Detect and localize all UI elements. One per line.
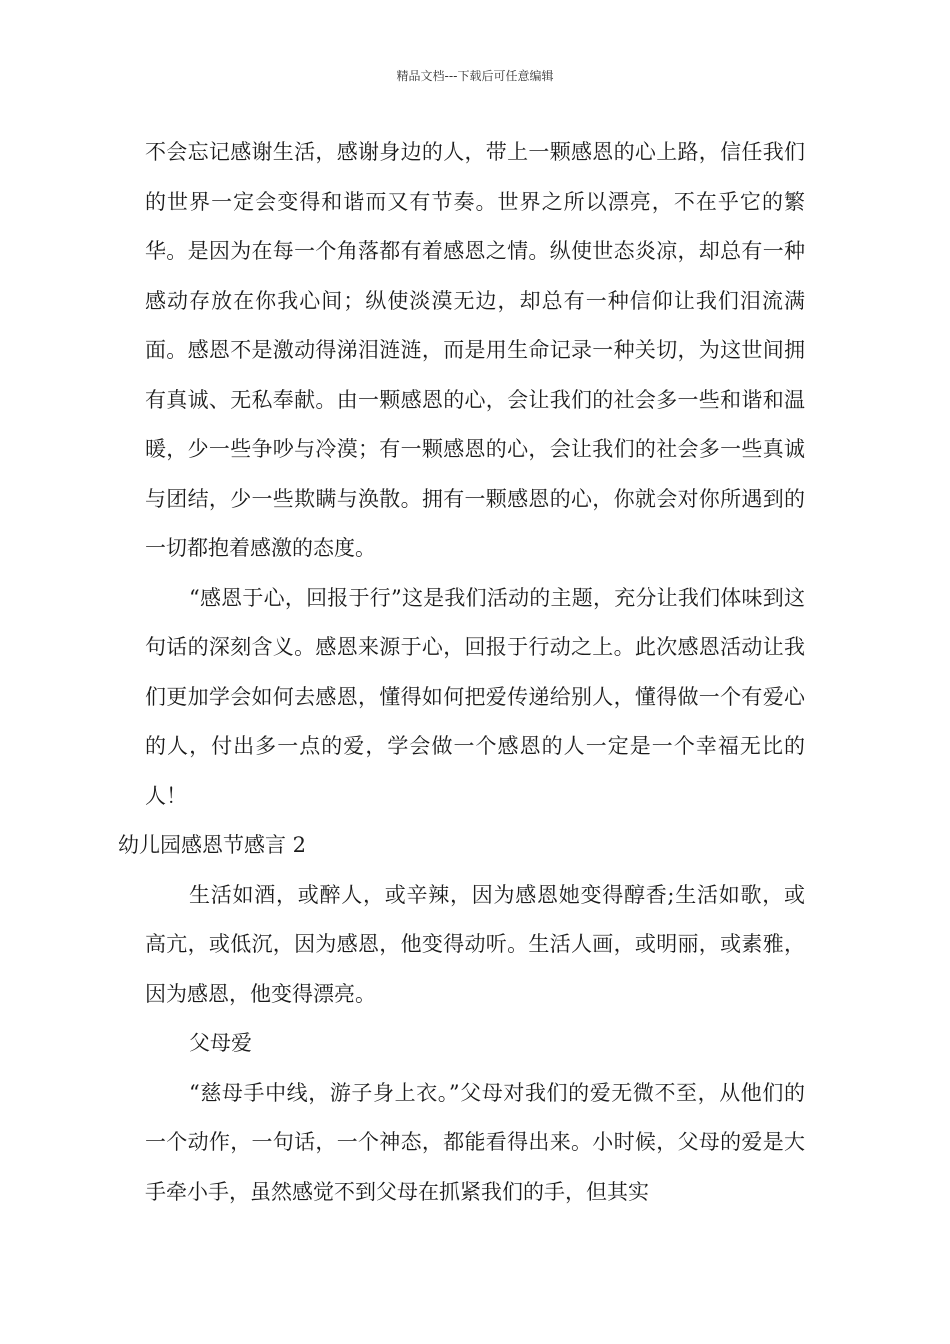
document-body (118, 128, 805, 1217)
paragraph-4-subheading: 父母爱 (189, 1031, 252, 1055)
paragraph-1: 不会忘记感谢生活，感谢身边的人，带上一颗感恩的心上路，信任我们的世界一定会变得和谐而又有节奏。世界之所以漂亮，不在乎它的繁华。是因为在每一个角落都有着感恩之情。纵使世态炎凉，却总有一种感动存放在你我心间；纵使淡漠无边，却总有一种信仰让我们泪流满面。感恩不是激动得涕泪涟涟，而是用生命记录一种关切，为这世间拥有真诚、无私奉献。由一颗感恩的心，会让我们的社会多一些和谐和温暖，少一些争吵与冷漠；有一颗感恩的心，会让我们的社会多一些真诚与团结，少一些欺瞒与涣散。拥有一颗感恩的心，你就会对你所遇到的一切都抱着感激的态度。 (145, 140, 805, 560)
section-heading: 幼儿园感恩节感言 2 (118, 833, 307, 857)
paragraph-3: 生活如酒，或醉人，或辛辣，因为感恩她变得醇香;生活如歌，或高亢，或低沉，因为感恩，他变得动听。生活人画，或明丽，或素雅，因为感恩，他变得漂亮。 (145, 882, 805, 1006)
page-header: 精品文档---下载后可任意编辑 (396, 69, 554, 83)
paragraph-5: “慈母手中线，游子身上衣。”父母对我们的爱无微不至，从他们的一个动作，一句话，一个神态，都能看得出来。小时候，父母的爱是大手牵小手，虽然感觉不到父母在抓紧我们的手，但其实 (145, 1080, 805, 1204)
paragraph-2: “感恩于心，回报于行”这是我们活动的主题，充分让我们体味到这句话的深刻含义。感恩来源于心，回报于行动之上。此次感恩活动让我们更加学会如何去感恩，懂得如何把爱传递给别人，懂得做一个有爱心的人，付出多一点的爱，学会做一个感恩的人一定是一个幸福无比的人！ (145, 585, 805, 808)
